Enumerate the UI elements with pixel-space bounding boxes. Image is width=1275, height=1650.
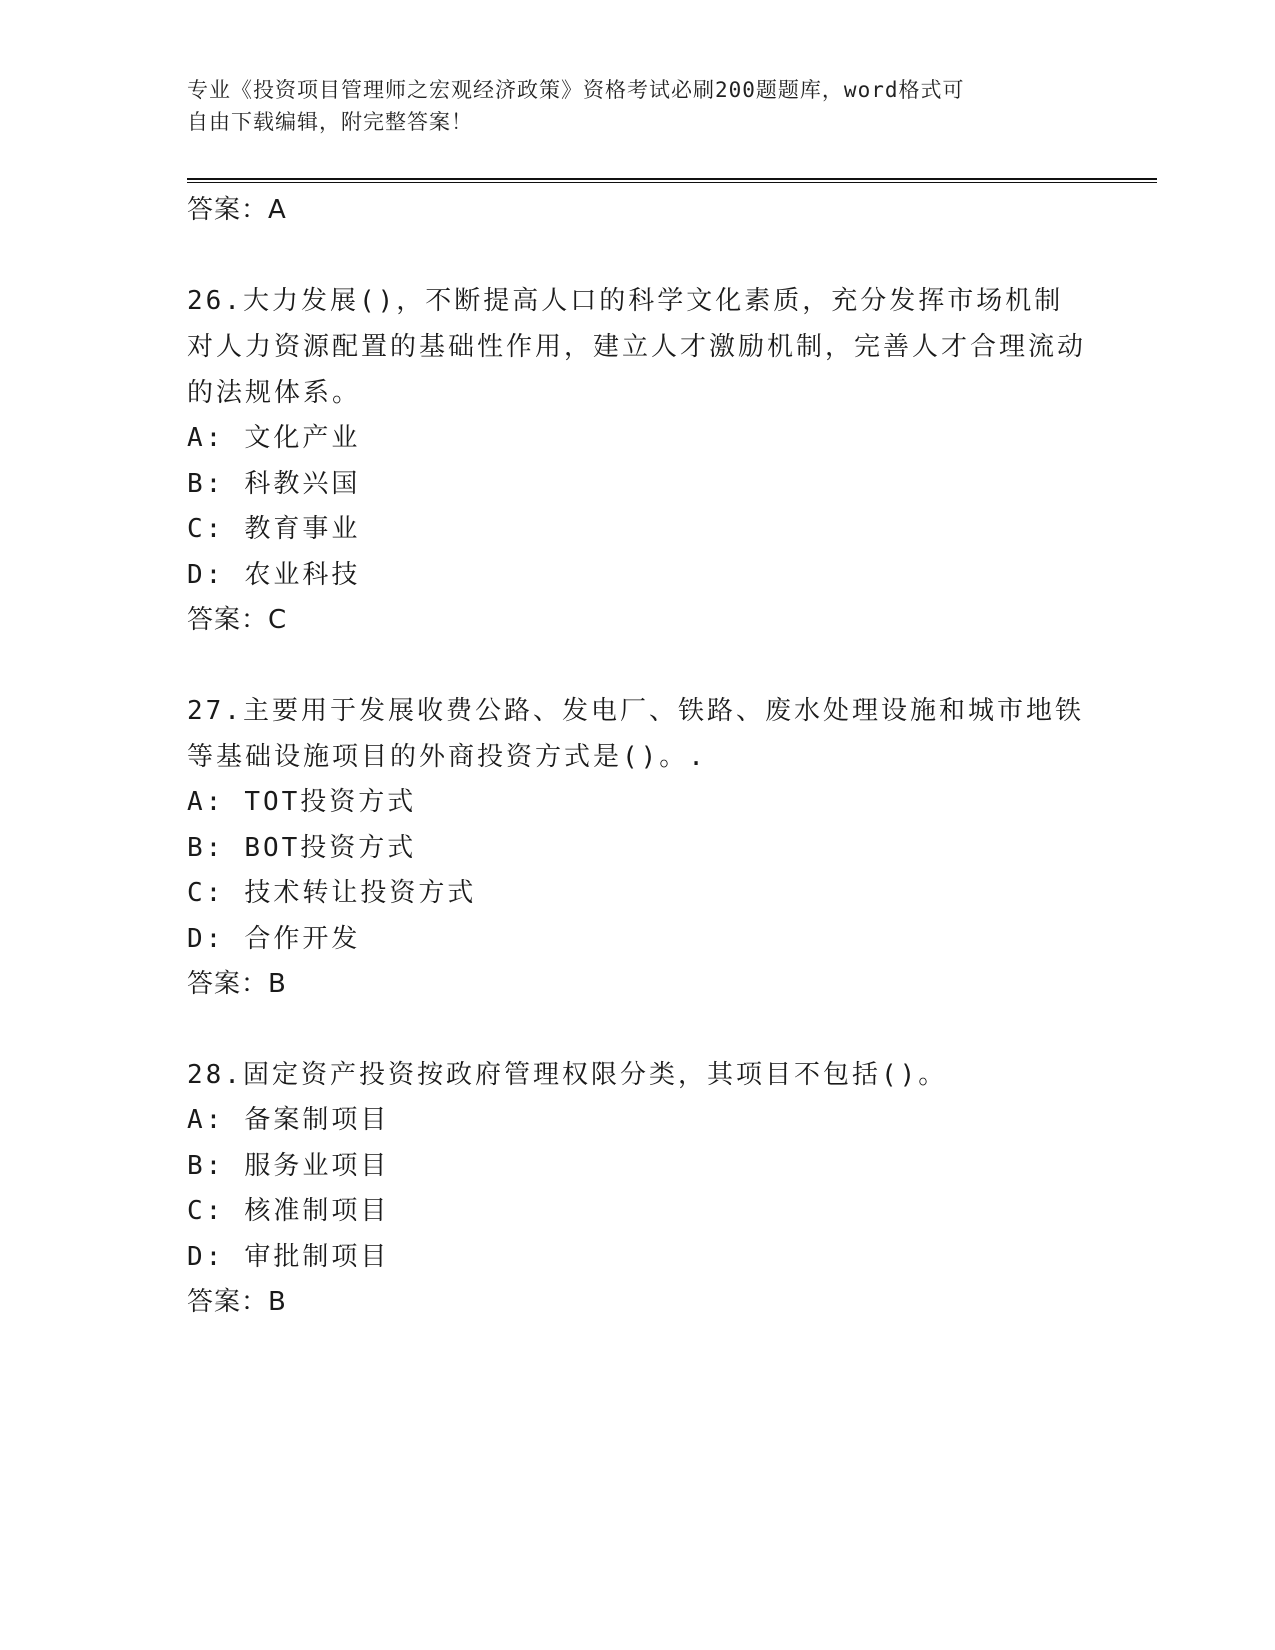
document-page [187, 0, 1157, 1650]
option-key: A: [187, 787, 225, 817]
option-c [187, 871, 1087, 917]
question-27 [187, 688, 1087, 1008]
header-divider [187, 178, 1157, 183]
option-c [187, 507, 1087, 553]
question-list [187, 188, 1087, 1326]
option-d [187, 1235, 1087, 1281]
option-text: 服务业项目 [244, 1150, 390, 1181]
option-key: B: [187, 468, 225, 499]
option-key: B: [187, 1150, 225, 1181]
question-26 [187, 278, 1087, 644]
option-d [187, 553, 1087, 599]
question-28 [187, 1052, 1087, 1326]
option-b [187, 1144, 1087, 1190]
option-key: D: [187, 559, 225, 590]
option-text: 审批制项目 [244, 1241, 390, 1272]
answer: 答案：B [187, 1287, 287, 1317]
answer: 答案：C [187, 605, 288, 635]
option-a [187, 1098, 1087, 1144]
option-key: D: [187, 923, 225, 954]
option-text: 科教兴国 [244, 468, 361, 499]
option-text: TOT投资方式 [244, 787, 417, 817]
question-text: 27.主要用于发展收费公路、发电厂、铁路、废水处理设施和城市地铁等基础设施项目的外商投资方式是()。. [187, 696, 1084, 772]
option-key: D: [187, 1241, 225, 1272]
header-line-1: 专业《投资项目管理师之宏观经济政策》资格考试必刷200题题库，word格式可 [187, 78, 965, 102]
question-text: 26.大力发展()，不断提高人口的科学文化素质，充分发挥市场机制对人力资源配置的基础性作用，建立人才激励机制，完善人才合理流动的法规体系。 [187, 286, 1087, 408]
option-text: 核准制项目 [244, 1196, 390, 1226]
option-text: 教育事业 [244, 514, 361, 544]
option-d [187, 917, 1087, 963]
document-header [187, 74, 1087, 138]
option-b [187, 462, 1087, 508]
option-text: 合作开发 [244, 923, 361, 954]
option-b [187, 826, 1087, 872]
option-c [187, 1189, 1087, 1235]
answer: 答案：B [187, 969, 287, 999]
option-a [187, 780, 1087, 826]
previous-answer: 答案：A [187, 195, 287, 225]
option-text: 文化产业 [244, 423, 361, 453]
option-a [187, 416, 1087, 462]
header-line-2: 自由下载编辑，附完整答案！ [187, 110, 473, 134]
question-text: 28.固定资产投资按政府管理权限分类，其项目不包括()。 [187, 1060, 948, 1090]
option-key: C: [187, 1196, 225, 1226]
option-key: C: [187, 878, 225, 908]
option-text: 技术转让投资方式 [244, 878, 477, 908]
option-text: 农业科技 [244, 559, 361, 590]
option-key: C: [187, 514, 225, 544]
option-text: BOT投资方式 [244, 832, 417, 863]
option-key: A: [187, 1105, 225, 1135]
option-key: B: [187, 832, 225, 863]
option-text: 备案制项目 [244, 1105, 390, 1135]
option-key: A: [187, 423, 225, 453]
